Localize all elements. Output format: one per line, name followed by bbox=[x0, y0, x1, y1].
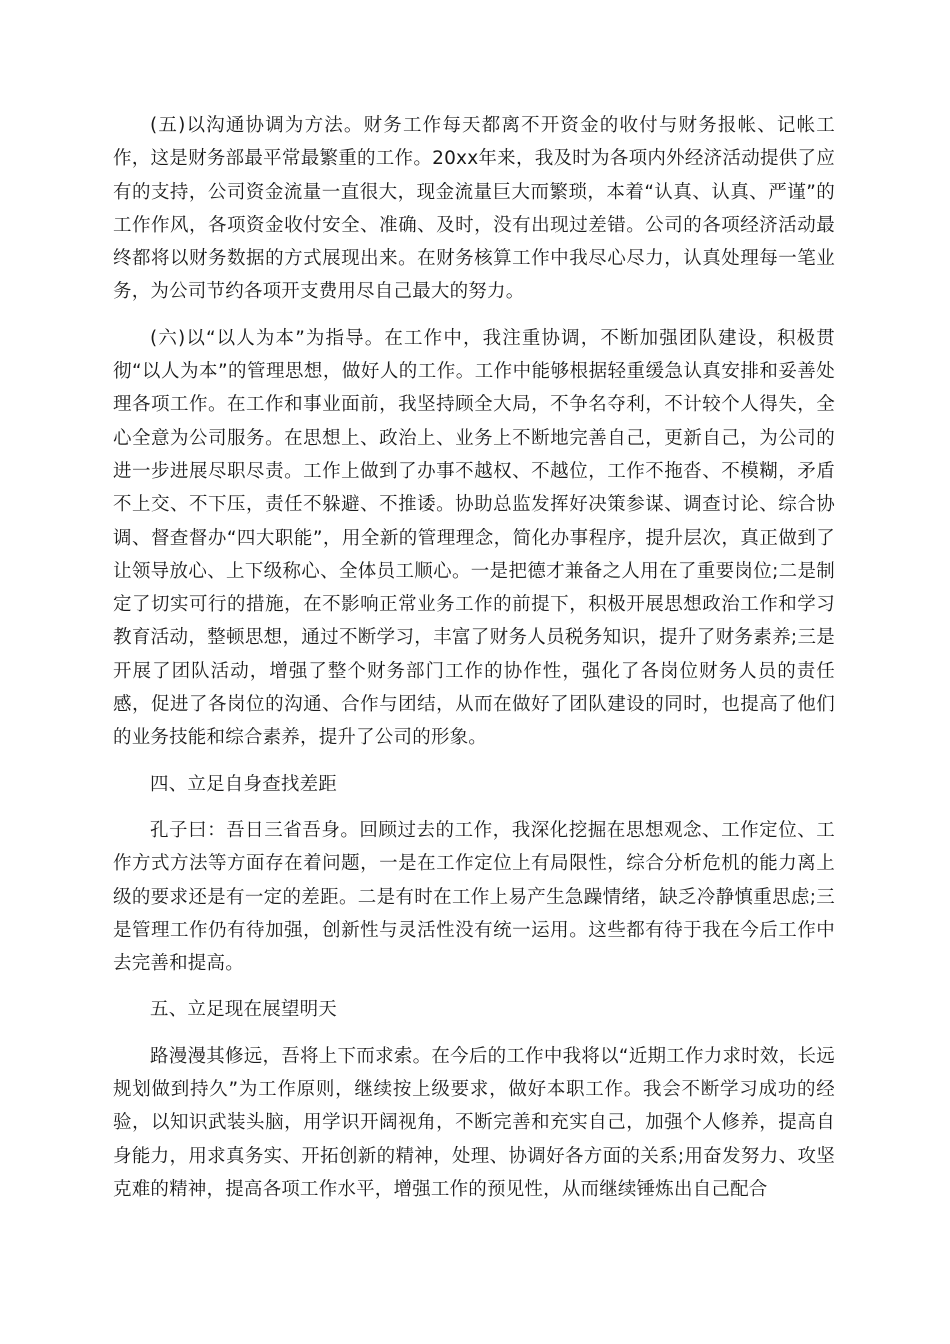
section-heading-self-review: 四、立足自身查找差距 bbox=[150, 773, 338, 795]
document-body bbox=[113, 109, 835, 1219]
section-heading-outlook: 五、立足现在展望明天 bbox=[150, 999, 338, 1021]
paragraph-self-review: 孔子曰：吾日三省吾身。回顾过去的工作，我深化挖掘在思想观念、工作定位、工作方式方法等方面存在着问题，一是在工作定位上有局限性，综合分析危机的能力离上级的要求还是有一定的差距。二是有时在工作上易产生急躁情绪，缺乏冷静慎重思虑;三是管理工作仍有待加强，创新性与灵活性没有统一运用。这些都有待于我在今后工作中去完善和提高。 bbox=[113, 819, 835, 975]
paragraph-people-oriented: (六)以“以人为本”为指导。在工作中，我注重协调，不断加强团队建设，积极贯彻“以人为本”的管理思想，做好人的工作。工作中能够根据轻重缓急认真安排和妥善处理各项工作。在工作和事业面前，我坚持顾全大局，不争名夺利，不计较个人得失，全心全意为公司服务。在思想上、政治上、业务上不断地完善自己，更新自己，为公司的进一步进展尽职尽责。工作上做到了办事不越权、不越位，工作不拖沓、不模糊，矛盾不上交、不下压，责任不躲避、不推诿。协助总监发挥好决策参谋、调查讨论、综合协调、督查督办“四大职能”，用全新的管理理念，简化办事程序，提升层次，真正做到了让领导放心、上下级称心、全体员工顺心。一是把德才兼备之人用在了重要岗位;二是制定了切实可行的措施，在不影响正常业务工作的前提下，积极开展思想政治工作和学习教育活动，整顿思想，通过不断学习，丰富了财务人员税务知识，提升了财务素养;三是开展了团队活动，增强了整个财务部门工作的协作性，强化了各岗位财务人员的责任感，促进了各岗位的沟通、合作与团结，从而在做好了团队建设的同时，也提高了他们的业务技能和综合素养，提升了公司的形象。 bbox=[113, 327, 835, 749]
paragraph-outlook: 路漫漫其修远，吾将上下而求索。在今后的工作中我将以“近期工作力求时效，长远规划做到持久”为工作原则，继续按上级要求，做好本职工作。我会不断学习成功的经验，以知识武装头脑，用学识开阔视角，不断完善和充实自己，加强个人修养，提高自身能力，用求真务实、开拓创新的精神，处理、协调好各方面的关系;用奋发努力、攻坚克难的精神，提高各项工作水平，增强工作的预见性，从而继续锤炼出自己配合 bbox=[113, 1045, 835, 1200]
paragraph-communication: (五)以沟通协调为方法。财务工作每天都离不开资金的收付与财务报帐、记帐工作，这是财务部最平常最繁重的工作。20xx年来，我及时为各项内外经济活动提供了应有的支持，公司资金流量一直很大，现金流量巨大而繁琐，本着“认真、认真、严谨”的工作作风，各项资金收付安全、准确、及时，没有出现过差错。公司的各项经济活动最终都将以财务数据的方式展现出来。在财务核算工作中我尽心尽力，认真处理每一笔业务，为公司节约各项开支费用尽自己最大的努力。 bbox=[113, 115, 835, 303]
